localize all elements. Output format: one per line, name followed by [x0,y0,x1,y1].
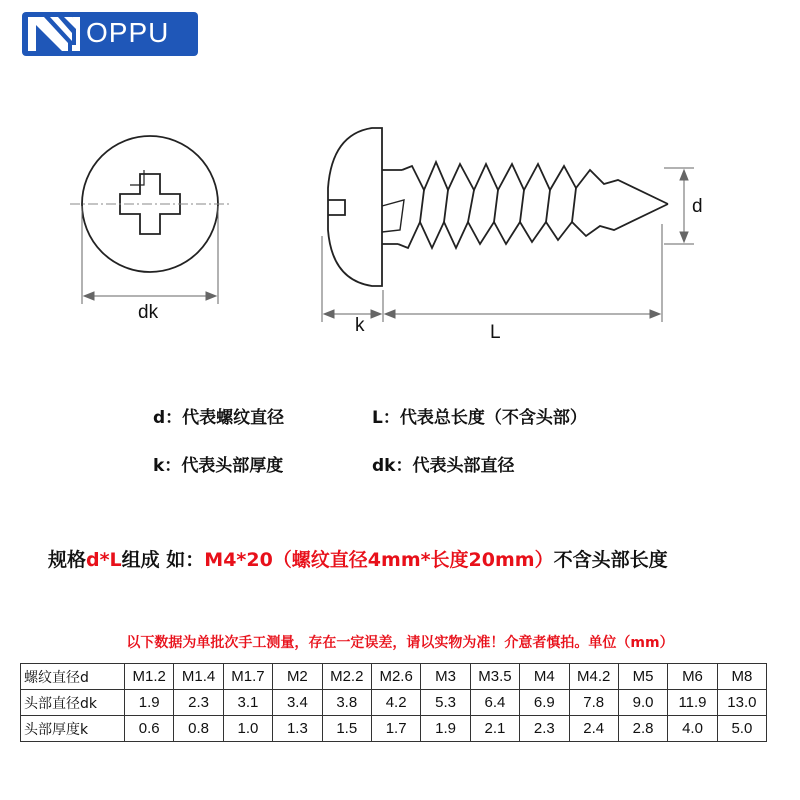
table-cell: M2.2 [322,664,371,690]
table-cell: 9.0 [618,690,667,716]
row-header: 头部厚度k [21,716,125,742]
table-cell: M2.6 [371,664,420,690]
legend-d-key: d： [153,408,183,428]
table-row [21,716,767,742]
table-cell: 2.8 [618,716,667,742]
table-cell: 5.0 [717,716,766,742]
table-cell: M4.2 [569,664,618,690]
spec-suffix: 不含头部长度 [553,549,668,571]
table-row [21,690,767,716]
table-cell: M2 [273,664,322,690]
table-cell: M1.7 [223,664,272,690]
k-label: k [355,315,365,336]
dk-label: dk [138,302,159,323]
table-cell: 3.1 [223,690,272,716]
table-cell: 2.4 [569,716,618,742]
spec-table-body [21,664,767,742]
legend-l [372,403,587,428]
k-l-dimension [322,224,662,322]
table-cell: 3.4 [273,690,322,716]
table-cell: M4 [520,664,569,690]
spec-prefix: 规格 [48,549,87,571]
legend-dk-text: 代表头部直径 [412,456,515,476]
table-cell: 1.7 [371,716,420,742]
table-cell: M6 [668,664,717,690]
table-cell: 1.9 [125,690,174,716]
spec-middle: 组成 如： [121,549,205,571]
measurement-note: 以下数据为单批次手工测量，存在一定误差，请以实物为准！介意者慎拍。单位（mm） [126,635,674,651]
table-cell: 2.3 [520,716,569,742]
table-cell: 1.9 [421,716,470,742]
table-cell: M1.4 [174,664,223,690]
legend-l-text: 代表总长度（不含头部） [399,408,587,428]
d-label: d [692,196,703,217]
table-cell: M8 [717,664,766,690]
legend-dk-key: dk： [372,456,413,476]
screw-diagram [0,0,800,360]
spec-example: M4*20（螺纹直径4mm*长度20mm） [204,549,554,571]
table-cell: 1.5 [322,716,371,742]
table-cell: 6.9 [520,690,569,716]
table-cell: 11.9 [668,690,717,716]
row-header: 头部直径dk [21,690,125,716]
legend-k [153,451,283,476]
row-header: 螺纹直径d [21,664,125,690]
table-cell: 2.3 [174,690,223,716]
screw-side-view [328,128,668,286]
spec-description [48,545,668,572]
table-row [21,664,767,690]
table-cell: 1.0 [223,716,272,742]
d-dimension [664,168,694,244]
legend-d-text: 代表螺纹直径 [182,408,285,428]
table-cell: 7.8 [569,690,618,716]
legend-l-key: L： [372,408,400,428]
table-cell: 2.1 [470,716,519,742]
table-cell: 13.0 [717,690,766,716]
legend-d [153,403,284,428]
table-cell: 6.4 [470,690,519,716]
table-cell: M3 [421,664,470,690]
legend-k-text: 代表头部厚度 [181,456,284,476]
table-cell: M1.2 [125,664,174,690]
table-cell: 1.3 [273,716,322,742]
legend-dk [372,451,514,476]
table-cell: 0.6 [125,716,174,742]
table-cell: 0.8 [174,716,223,742]
spec-table [20,663,767,742]
dk-dimension [82,206,218,304]
logo-text: OPPU [86,17,170,48]
spec-formula: d*L [86,549,122,571]
table-cell: 3.8 [322,690,371,716]
table-cell: M3.5 [470,664,519,690]
legend-k-key: k： [153,456,182,476]
table-cell: M5 [618,664,667,690]
table-cell: 5.3 [421,690,470,716]
table-cell: 4.2 [371,690,420,716]
l-label: L [490,322,501,343]
table-cell: 4.0 [668,716,717,742]
